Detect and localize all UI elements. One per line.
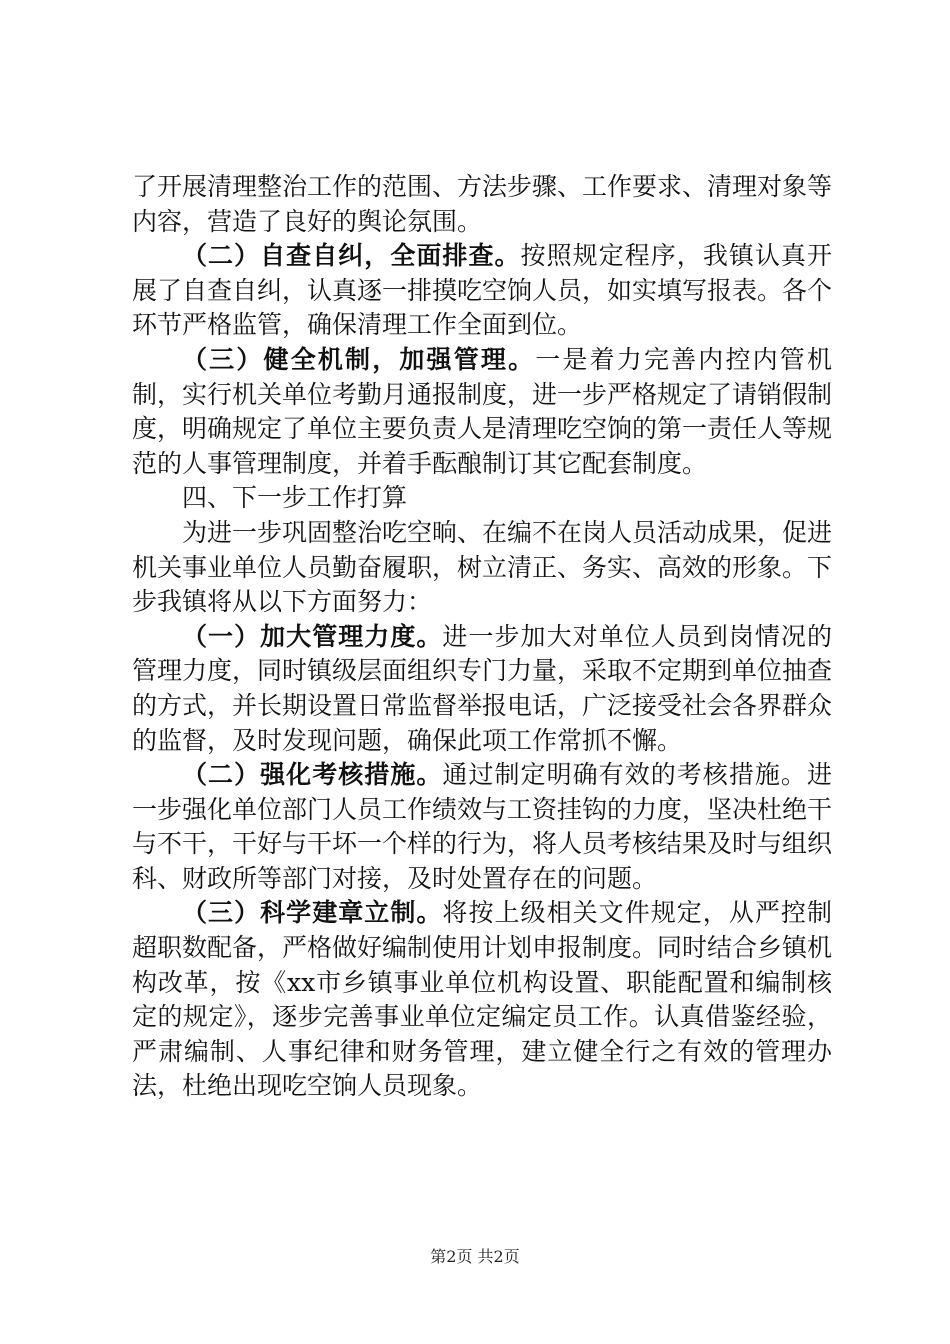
paragraph-continued [132,170,832,239]
paragraph-text: 一是着力完善内控内管机制，实行机关单位考勤月通报制度，进一步严格规定了请销假制度，明确规定了单位主要负责人是清理吃空饷的第一责任人等规范的人事管理制度，并着手酝酿制订其它配套制度。 [132,344,833,478]
page-number: 第2页 共2页 [430,1247,520,1266]
paragraph-text: 为进一步巩固整治吃空晌、在编不在岗人员活动成果，促进机关事业单位人员勤奋履职，树立清正、务实、高效的形象。下步我镇将从以下方面努力： [132,517,833,617]
paragraph-text: 将按上级相关文件规定，从严控制超职数配备，严格做好编制使用计划申报制度。同时结合乡镇机构改革，按《xx市乡镇事业单位机构设置、职能配置和编制核定的规定》，逐步完善事业单位定编定员工作。认真借鉴经验，严肃编制、人事纪律和财务管理，建立健全行之有效的管理办法，杜绝出现吃空饷人员现象。 [132,898,833,1101]
paragraph-lead: （三）健全机制，加强管理。 [182,344,536,374]
paragraph-text: 按照规定程序，我镇认真开展了自查自纠，认真逐一排摸吃空饷人员，如实填写报表。各个环节严格监管，确保清理工作全面到位。 [132,241,833,340]
paragraph-management [132,620,832,758]
paragraph-lead: （二）强化考核措施。 [182,760,443,790]
paragraph-text: 进一步加大对单位人员到岗情况的管理力度，同时镇级层面组织专门力量，采取不定期到单位抽查的方式，并长期设置日常监督举报电话，广泛接受社会各界群众的监督，及时发现问题，确保此项工作常抓不懈。 [132,621,833,755]
paragraph-lead: （一）加大管理力度。 [182,621,443,651]
paragraph-mechanism [132,343,832,481]
paragraph-regulation [132,896,832,1104]
document-body [132,170,832,1104]
paragraph-text: 了开展清理整治工作的范围、方法步骤、工作要求、清理对象等内容，营造了良好的舆论氛围。 [132,172,833,236]
section-heading-text: 四、下一步工作打算 [182,483,408,513]
page-footer [0,1244,950,1267]
paragraph-text: 通过制定明确有效的考核措施。进一步强化单位部门人员工作绩效与工资挂钩的力度，坚决杜绝干与不干，干好与干坏一个样的行为，将人员考核结果及时与组织科、财政所等部门对接，及时处置存在的问题。 [132,760,833,893]
paragraph-self-inspection [132,239,832,343]
section-heading [132,481,832,516]
paragraph-lead: （三）科学建章立制。 [182,898,443,928]
paragraph-intro [132,516,832,620]
paragraph-lead: （二）自查自纠，全面排查。 [182,241,521,271]
paragraph-assessment [132,758,832,896]
